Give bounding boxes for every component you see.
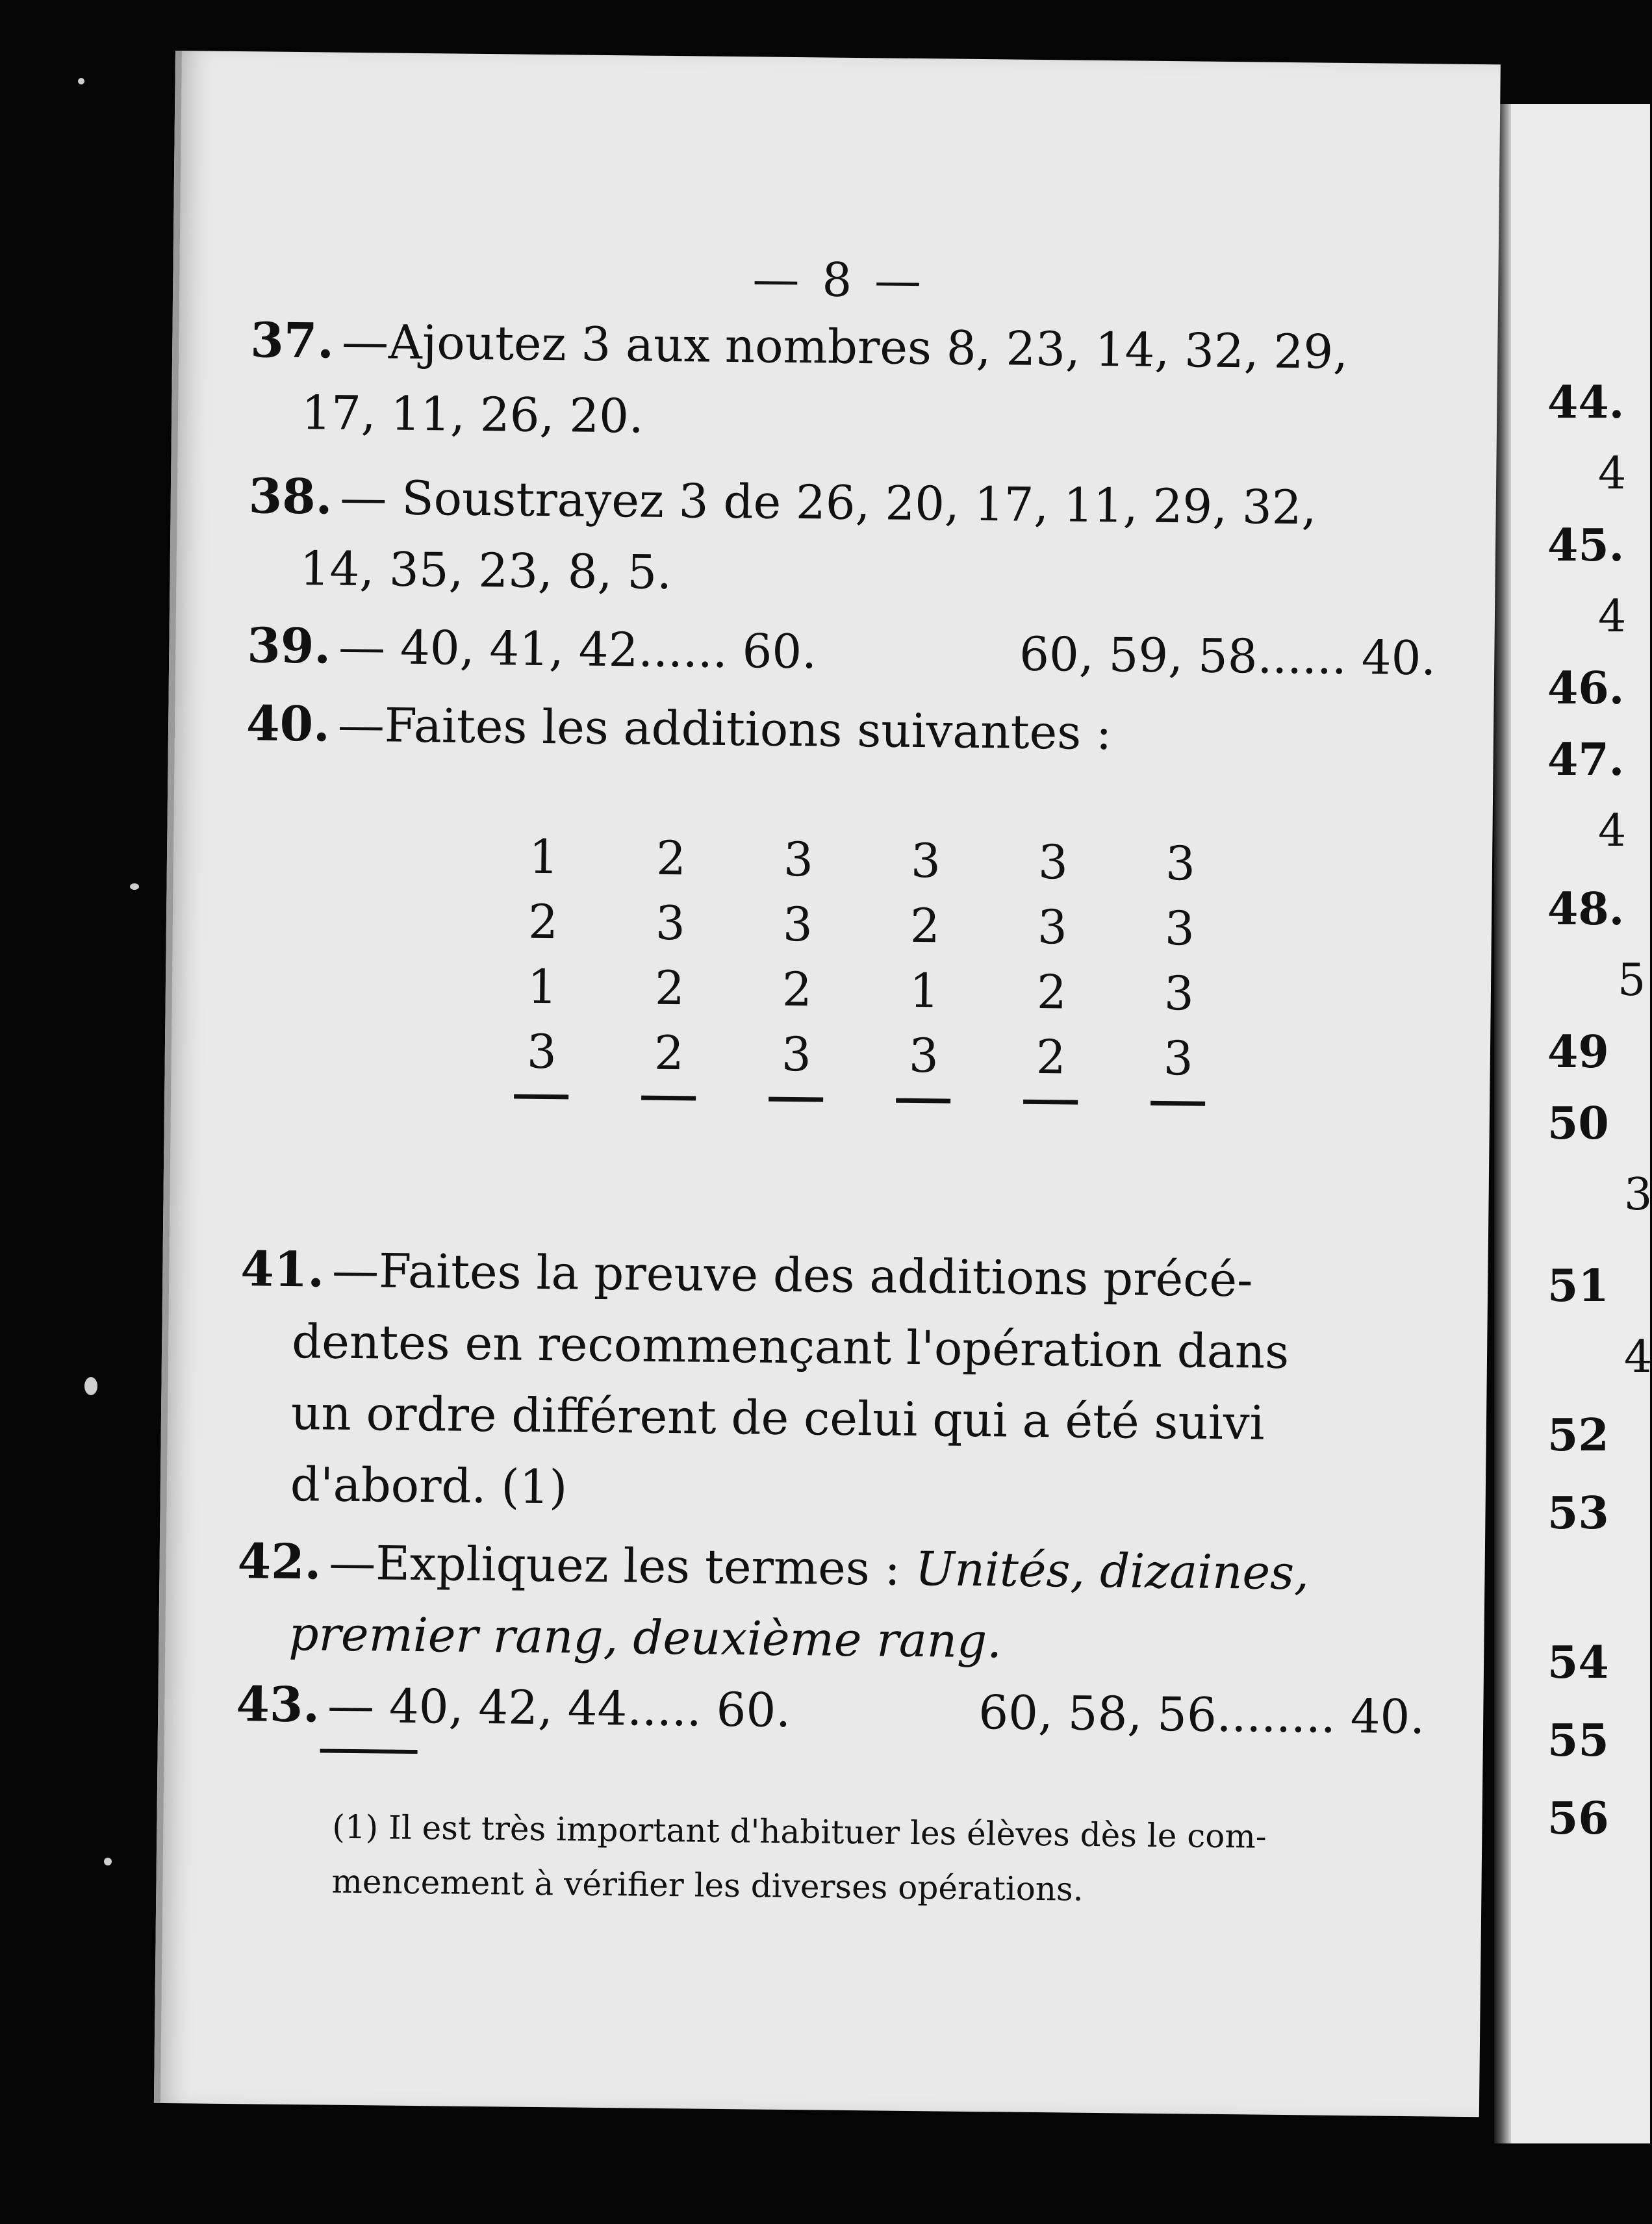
exercise-number: 39. [246, 618, 331, 675]
footnote-text: (1) Il est très important d'habituer les élèves dès le com- [332, 1808, 1267, 1856]
sum-rule [1023, 1100, 1078, 1105]
facing-page-number: 46. [1547, 663, 1625, 714]
exercise-number: 43. [235, 1676, 320, 1734]
exercise-sequence: 60, 58, 56........ 40. [978, 1685, 1425, 1745]
addend: 3 [781, 1026, 812, 1082]
facing-page-number: 54 [1547, 1637, 1609, 1689]
sum-rule [641, 1096, 696, 1101]
addend: 2 [654, 960, 685, 1016]
facing-page-number: 50 [1547, 1098, 1609, 1150]
addend: 3 [910, 833, 941, 889]
addition-column [891, 828, 958, 1104]
facing-page-number: 56 [1547, 1793, 1609, 1845]
exercise-38 [248, 461, 1438, 616]
sum-rule [514, 1094, 568, 1100]
exercise-40 [246, 688, 1436, 772]
book-page [154, 51, 1501, 2117]
facing-page-text: 4 [1598, 448, 1627, 499]
exercise-sequence: — 40, 42, 44..... 60. [327, 1678, 791, 1738]
exercise-number: 40. [246, 696, 331, 753]
addend: 2 [909, 898, 941, 954]
addend: 2 [654, 1025, 685, 1081]
addend: 2 [527, 894, 559, 950]
page-number: — 8 — [752, 251, 926, 309]
facing-page-number: 45. [1547, 520, 1625, 572]
exercise-37 [249, 305, 1440, 460]
exercise-text: — Soustrayez 3 de 26, 20, 17, 11, 29, 32, [340, 470, 1317, 535]
addend: 3 [1163, 1031, 1194, 1086]
facing-page-number: 51 [1547, 1260, 1609, 1312]
exercise-text: d'abord. (1) [290, 1456, 568, 1515]
exercise-terms: Unités, dizaines, [915, 1541, 1310, 1600]
footnote [331, 1800, 1424, 1921]
addition-column [763, 827, 831, 1102]
addend: 3 [655, 895, 686, 951]
addition-column [1018, 829, 1086, 1105]
sum-rule [769, 1097, 823, 1102]
addend: 1 [527, 959, 558, 1015]
facing-page-text: 4 [1598, 805, 1627, 857]
exercise-text: —Faites les additions suivantes : [337, 697, 1112, 761]
exercise-text: —Ajoutez 3 aux nombres 8, 23, 14, 32, 29, [341, 314, 1349, 379]
addend: 1 [528, 829, 559, 885]
addend: 3 [782, 896, 813, 952]
sum-rule [896, 1098, 950, 1104]
scan-speck [84, 1377, 97, 1395]
addend: 3 [1164, 901, 1195, 956]
addend: 2 [1036, 1029, 1067, 1085]
exercise-text: —Expliquez les termes : [328, 1535, 916, 1597]
facing-page-number: 47. [1547, 734, 1625, 786]
addend: 3 [526, 1024, 557, 1080]
facing-page-text: 3 [1624, 1169, 1652, 1220]
addend: 3 [908, 1028, 939, 1083]
addition-column [509, 824, 576, 1099]
footnote-text: mencement à vérifier les diverses opérations. [331, 1862, 1084, 1908]
facing-page-number: 55 [1547, 1715, 1609, 1767]
addend: 2 [782, 961, 813, 1017]
exercise-text: —Faites la preuve des additions précé- [331, 1243, 1253, 1308]
addend: 2 [1036, 964, 1067, 1020]
exercise-number: 38. [248, 468, 333, 525]
exercise-39 [247, 610, 1436, 694]
addition-column [1145, 831, 1213, 1106]
facing-page-number: 52 [1547, 1409, 1609, 1461]
footnote-divider [320, 1749, 418, 1754]
exercise-text: un ordre différent de celui qui a été suivi [290, 1385, 1265, 1450]
exercise-text: 17, 11, 26, 20. [301, 385, 644, 444]
addend: 3 [1037, 834, 1069, 890]
exercise-43 [236, 1669, 1425, 1752]
addend: 3 [1163, 966, 1195, 1021]
addend: 3 [783, 831, 814, 887]
exercise-number: 42. [237, 1534, 322, 1591]
facing-page-text: 4 [1598, 591, 1627, 642]
exercise-number: 37. [249, 312, 335, 370]
scan-speck [130, 883, 139, 890]
exercise-number: 41. [240, 1241, 325, 1298]
exercise-42 [236, 1526, 1427, 1681]
addend: 1 [909, 963, 940, 1018]
addend: 2 [655, 830, 687, 886]
facing-page-text: 4 [1624, 1332, 1652, 1383]
addend: 3 [1165, 836, 1196, 891]
facing-page-number: 53 [1547, 1487, 1609, 1539]
facing-page [1494, 104, 1650, 2143]
facing-page-text: 5 [1618, 955, 1646, 1006]
addend: 3 [1037, 899, 1068, 955]
exercise-text: 14, 35, 23, 8, 5. [299, 541, 672, 600]
sum-rule [1150, 1101, 1205, 1106]
scan-speck [104, 1858, 112, 1865]
facing-page-number: 49 [1547, 1026, 1609, 1078]
exercise-41 [238, 1233, 1430, 1532]
addition-column [636, 826, 704, 1101]
exercise-sequence: 60, 59, 58...... 40. [1019, 626, 1436, 686]
exercise-sequence: — 40, 41, 42...... 60. [338, 619, 817, 679]
scan-speck [78, 78, 84, 84]
facing-page-number: 48. [1547, 883, 1625, 935]
facing-page-number: 44. [1547, 377, 1625, 429]
exercise-terms: premier rang, deuxième rang. [288, 1606, 1002, 1669]
exercise-text: dentes en recommençant l'opération dans [291, 1313, 1290, 1380]
addition-columns [507, 824, 1213, 1207]
